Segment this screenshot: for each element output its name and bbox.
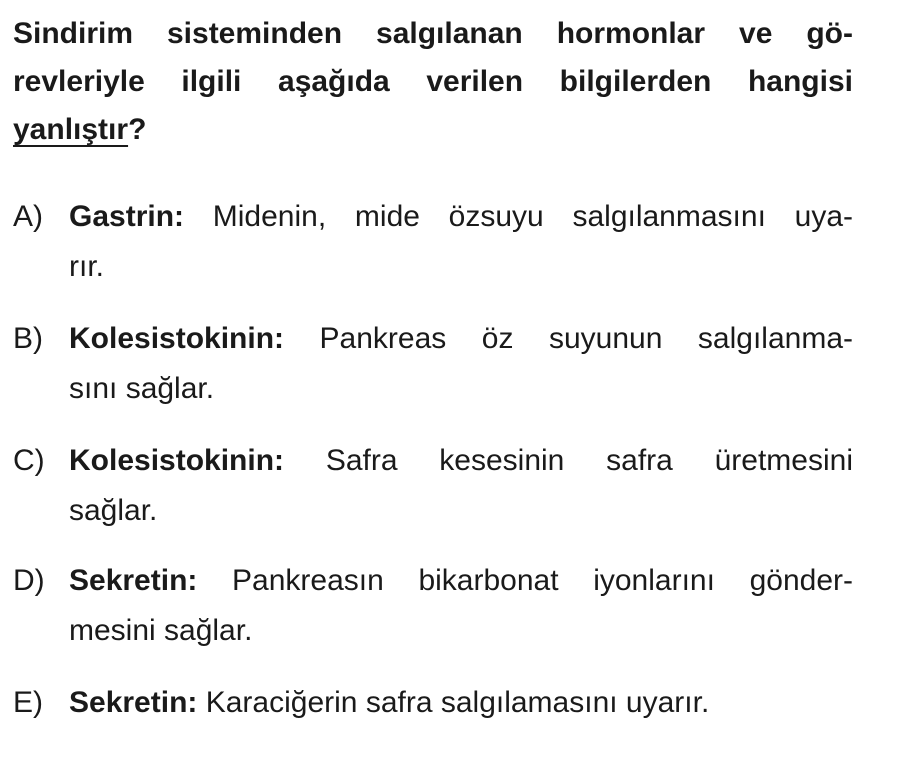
option-term: Sekretin:	[69, 686, 198, 719]
option-term: Kolesistokinin:	[69, 322, 285, 355]
option-term: Sekretin:	[69, 564, 198, 597]
option-b[interactable]	[13, 314, 853, 414]
option-text	[69, 436, 853, 536]
option-letter: A)	[13, 200, 43, 233]
question-emphasis: yanlıştır	[13, 113, 129, 146]
option-line-2: sağlar.	[69, 494, 158, 527]
option-line-1	[69, 556, 853, 606]
option-text	[69, 192, 853, 292]
option-line-2: sını sağlar.	[69, 372, 215, 405]
option-c[interactable]	[13, 436, 853, 536]
option-letter: D)	[13, 564, 45, 597]
option-line-2: rır.	[69, 250, 104, 283]
option-text	[69, 556, 853, 656]
option-description: Pankreas öz suyunun salgılanma-	[319, 322, 853, 355]
option-letter: C)	[13, 444, 45, 477]
option-description: Karaciğerin safra salgılamasını uyarır.	[205, 686, 710, 719]
option-line-1	[69, 192, 853, 242]
question-mark: ?	[128, 113, 147, 146]
option-letter: B)	[13, 322, 43, 355]
option-description: Safra kesesinin safra üretmesini	[325, 444, 853, 477]
question-line-1: Sindirim sisteminden salgılanan hormonlar ve gö-	[13, 17, 853, 50]
option-term: Gastrin:	[69, 200, 185, 233]
option-line-1	[69, 436, 853, 486]
option-description: Pankreasın bikarbonat iyonlarını gönder-	[232, 564, 853, 597]
option-line-1	[69, 314, 853, 364]
option-e[interactable]	[13, 678, 853, 728]
option-text	[69, 678, 853, 728]
question-line-2: revleriyle ilgili aşağıda verilen bilgilerden hangisi	[13, 65, 853, 98]
option-line-2: mesini sağlar.	[69, 614, 253, 647]
question-line-3	[13, 106, 853, 154]
option-term: Kolesistokinin:	[69, 444, 285, 477]
option-a[interactable]	[13, 192, 853, 292]
option-description: Midenin, mide özsuyu salgılanmasını uya-	[212, 200, 853, 233]
question-stem	[13, 10, 853, 154]
option-d[interactable]	[13, 556, 853, 656]
option-letter: E)	[13, 686, 43, 719]
option-text	[69, 314, 853, 414]
option-line-1	[69, 678, 853, 728]
